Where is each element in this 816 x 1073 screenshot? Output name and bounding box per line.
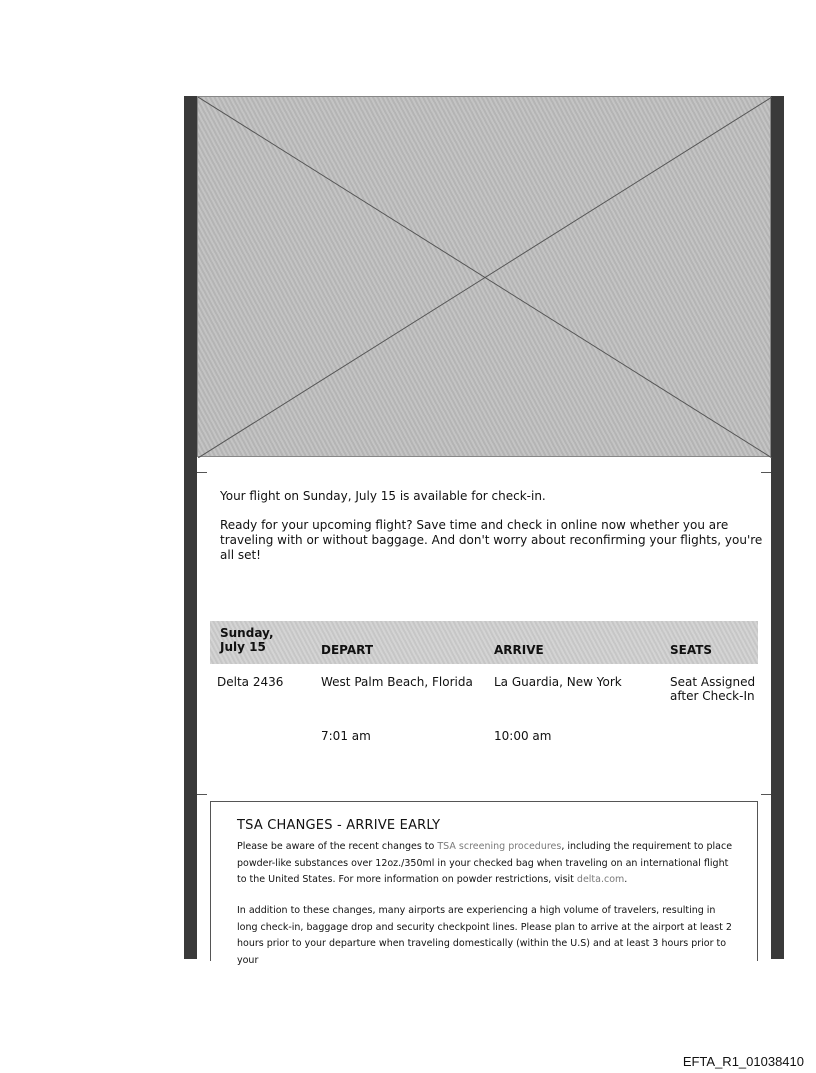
tsa-title: TSA CHANGES - ARRIVE EARLY <box>237 818 441 833</box>
date-label: Sunday, July 15 <box>220 626 274 654</box>
right-border <box>771 96 784 959</box>
divider-tick <box>761 472 771 473</box>
left-border <box>184 96 197 959</box>
divider-tick <box>197 794 207 795</box>
document-id: EFTA_R1_01038410 <box>682 1054 804 1069</box>
tsa-text: . <box>624 874 628 885</box>
flight-number: Delta 2436 <box>217 675 284 689</box>
seat-status: Seat Assigned after Check-In <box>670 675 756 703</box>
divider-tick <box>761 794 771 795</box>
depart-header: DEPART <box>321 643 374 657</box>
tsa-paragraph-2: In addition to these changes, many airports are experiencing a high volume of travelers, resulting in long check-in, baggage drop and security checkpoint lines. Please plan to arrive at the airport at least 2 hours prior to your departure when traveling domestically (within the U.S) and at least 3 hours prior to your <box>237 905 732 966</box>
checkin-promo-text: Ready for your upcoming flight? Save time and check in online now whether you are traveling with or without baggage. And don't worry about reconfirming your flights, you're all set! <box>220 518 763 562</box>
arrive-header: ARRIVE <box>494 643 544 657</box>
tsa-paragraph-1 <box>237 839 737 889</box>
depart-city: West Palm Beach, Florida <box>321 675 473 689</box>
divider-tick <box>197 472 207 473</box>
tsa-text: , including the requirement to place powder-like substances over 12oz./350ml in your checked bag when traveling on an international flight to the United States. For more information on powder restrictions, visit <box>237 841 733 885</box>
tsa-text: Please be aware of the recent changes to <box>237 841 438 852</box>
checkin-available-text: Your flight on Sunday, July 15 is available for check-in. <box>220 489 546 503</box>
arrive-city: La Guardia, New York <box>494 675 622 689</box>
email-frame <box>184 96 784 966</box>
delta-com-link[interactable]: delta.com <box>576 874 625 885</box>
tsa-screening-link[interactable]: TSA screening procedures <box>437 841 562 852</box>
depart-time: 7:01 am <box>321 729 371 743</box>
image-placeholder-icon <box>198 97 772 458</box>
hero-image-placeholder <box>197 96 771 457</box>
seats-header: SEATS <box>670 643 713 657</box>
flight-table-header <box>210 621 758 664</box>
tsa-notice-box <box>210 801 758 966</box>
arrive-time: 10:00 am <box>494 729 552 743</box>
